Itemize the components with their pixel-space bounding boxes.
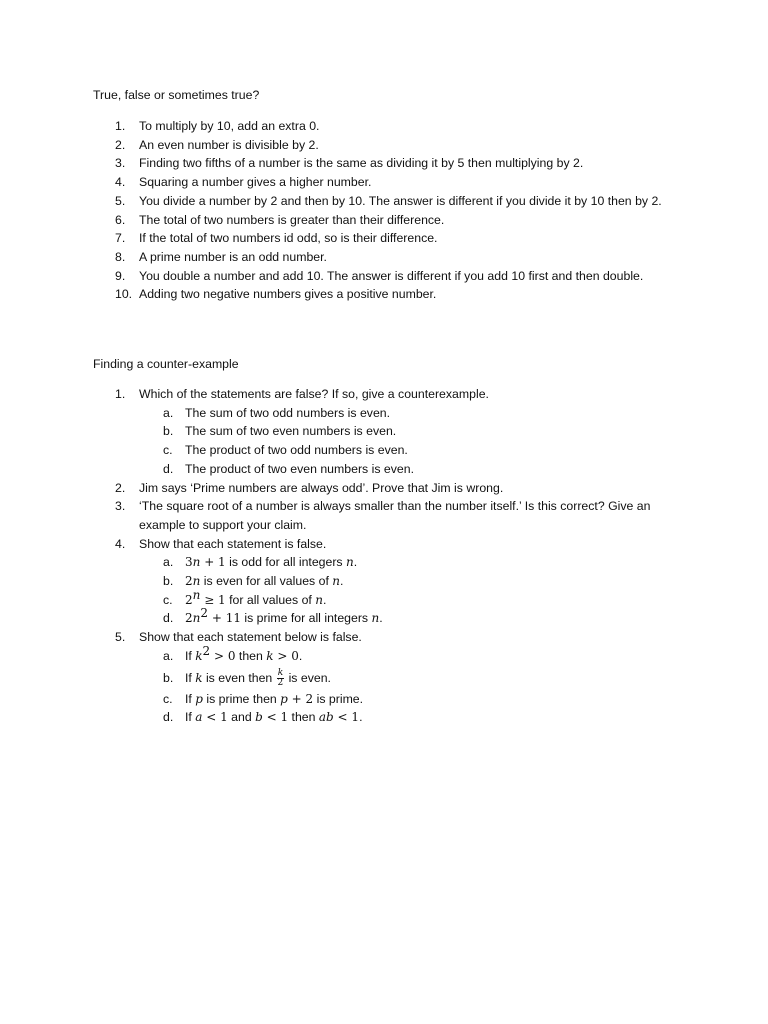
sub-text: then: [235, 648, 267, 663]
math-variable: n: [332, 574, 341, 589]
item-number: 5.: [115, 630, 126, 645]
item-number: 2.: [115, 137, 126, 152]
sub-letter: c.: [163, 443, 173, 458]
sub-item: [139, 441, 683, 460]
sub-text: .: [298, 648, 303, 663]
item-number: 9.: [115, 268, 126, 283]
item-number: 3.: [115, 499, 126, 514]
sub-letter: a.: [163, 648, 174, 663]
item-number: 6.: [115, 212, 126, 227]
item-number: 3.: [115, 156, 126, 171]
question-5: [93, 628, 683, 727]
math-variable: b: [255, 710, 263, 725]
math-variable: p: [195, 691, 203, 706]
question-3: [93, 497, 683, 534]
sub-text: is even.: [285, 670, 331, 685]
sub-text: .: [353, 555, 358, 570]
math-term: < 1: [262, 710, 289, 725]
item-text: You divide a number by 2 and then by 10. The answer is different if you divide it by 10 then by 2.: [139, 193, 662, 208]
math-variable: p: [280, 691, 288, 706]
question-5-parts: [139, 643, 683, 727]
sub-item: [139, 666, 683, 690]
math-term: < 1: [202, 710, 228, 725]
item-number: 4.: [115, 536, 126, 551]
item-number: 4.: [115, 175, 126, 190]
sub-letter: d.: [163, 461, 174, 476]
list-item: [93, 173, 683, 192]
math-variable: ab: [318, 710, 334, 725]
question-4-parts: [139, 553, 683, 628]
sub-text: for all values of: [225, 592, 316, 607]
sub-item: [139, 422, 683, 441]
list-item: [93, 211, 683, 230]
sub-letter: a.: [163, 405, 174, 420]
math-term: 2: [185, 611, 193, 626]
list-item: [93, 192, 683, 211]
question-text: ‘The square root of a number is always smaller than the number itself.’ Is this correct? Give an example to support your claim.: [139, 499, 651, 532]
sub-item: [139, 690, 683, 709]
math-term: < 1: [333, 710, 360, 725]
sub-letter: c.: [163, 691, 173, 706]
item-number: 1.: [115, 119, 126, 133]
math-term: ≥ 1: [200, 592, 226, 607]
math-variable: n: [192, 611, 201, 626]
math-term: > 0: [273, 648, 299, 663]
item-text: Squaring a number gives a higher number.: [139, 175, 372, 190]
sub-text: If: [185, 710, 196, 725]
sub-text: is prime for all integers: [240, 611, 372, 626]
sub-text: is even then: [202, 670, 276, 685]
sub-item: [139, 404, 683, 423]
question-text: Show that each statement is false.: [139, 536, 327, 551]
math-term: 3: [185, 555, 193, 570]
item-number: 8.: [115, 249, 126, 264]
math-fraction: [277, 669, 284, 688]
list-item: [93, 136, 683, 155]
counter-example-list: [93, 385, 683, 727]
fraction-numerator: k: [277, 667, 284, 678]
math-exponent: 2: [202, 643, 211, 658]
sub-text: If: [185, 691, 196, 706]
math-variable: n: [371, 611, 380, 626]
section-heading-counter-example: Finding a counter-example: [93, 357, 239, 371]
list-item: [93, 285, 683, 304]
sub-item: [139, 572, 683, 591]
math-variable: n: [192, 574, 201, 589]
math-variable: n: [346, 555, 354, 570]
item-number: 7.: [115, 231, 126, 246]
question-2: [93, 479, 683, 498]
sub-item: [139, 587, 683, 610]
list-item: [93, 248, 683, 267]
sub-letter: c.: [163, 592, 173, 607]
math-term: + 1: [200, 555, 226, 570]
item-text: Finding two fifths of a number is the same as dividing it by 5 then multiplying by 2.: [139, 156, 584, 171]
question-text: Show that each statement below is false.: [139, 630, 362, 645]
sub-text: The sum of two even numbers is even.: [185, 424, 397, 439]
item-text: The total of two numbers is greater than their difference.: [139, 212, 445, 227]
sub-text: then: [288, 710, 319, 725]
math-exponent: n: [192, 587, 201, 602]
sub-text: is odd for all integers: [225, 555, 347, 570]
item-text: To multiply by 10, add an extra 0.: [139, 119, 320, 133]
sub-text: is even for all values of: [200, 574, 333, 589]
true-false-list: [93, 117, 683, 304]
sub-text: .: [379, 611, 383, 626]
sub-text: The product of two even numbers is even.: [185, 461, 414, 476]
math-variable: k: [266, 648, 274, 663]
math-term: 2: [185, 592, 193, 607]
math-exponent: 2: [200, 606, 209, 621]
sub-letter: d.: [163, 710, 174, 725]
math-variable: k: [195, 670, 203, 685]
sub-text: If: [185, 670, 196, 685]
sub-item: [139, 606, 683, 628]
sub-item: [139, 643, 683, 666]
section-heading-true-false: True, false or sometimes true?: [93, 88, 260, 102]
math-variable: n: [192, 555, 201, 570]
list-item: [93, 267, 683, 286]
sub-text: and: [227, 710, 256, 725]
sub-letter: b.: [163, 670, 174, 685]
sub-text: .: [322, 592, 327, 607]
item-number: 1.: [115, 387, 126, 401]
question-text: Which of the statements are false? If so, give a counterexample.: [139, 387, 489, 401]
math-variable: a: [195, 710, 203, 725]
item-number: 5.: [115, 193, 126, 208]
list-item: [93, 229, 683, 248]
sub-letter: b.: [163, 574, 174, 589]
sub-item: [139, 708, 683, 727]
sub-letter: b.: [163, 424, 174, 439]
item-text: Adding two negative numbers gives a positive number.: [139, 287, 437, 302]
sub-text: The product of two odd numbers is even.: [185, 443, 408, 458]
sub-letter: d.: [163, 611, 174, 626]
math-term: > 0: [210, 648, 236, 663]
list-item: [93, 117, 683, 136]
sub-item: [139, 553, 683, 572]
question-text: Jim says ‘Prime numbers are always odd’. Prove that Jim is wrong.: [139, 480, 504, 495]
math-term: + 11: [208, 611, 241, 626]
sub-text: is prime then: [202, 691, 281, 706]
sub-text: If: [185, 648, 196, 663]
item-text: You double a number and add 10. The answer is different if you add 10 first and then double.: [139, 268, 644, 283]
question-1: [93, 385, 683, 479]
sub-text: .: [340, 574, 344, 589]
math-term: 2: [185, 574, 193, 589]
item-text: A prime number is an odd number.: [139, 249, 327, 264]
question-4: [93, 535, 683, 629]
math-variable: n: [315, 592, 323, 607]
sub-text: The sum of two odd numbers is even.: [185, 405, 391, 420]
item-text: If the total of two numbers id odd, so is their difference.: [139, 231, 438, 246]
math-variable: k: [195, 648, 203, 663]
sub-item: [139, 460, 683, 479]
item-number: 10.: [115, 287, 133, 302]
item-number: 2.: [115, 480, 126, 495]
sub-text: is prime.: [313, 691, 364, 706]
sub-text: .: [359, 710, 363, 725]
fraction-denominator: 2: [277, 677, 284, 688]
list-item: [93, 154, 683, 173]
item-text: An even number is divisible by 2.: [139, 137, 319, 152]
math-term: + 2: [287, 691, 314, 706]
question-1-parts: [139, 404, 683, 479]
sub-letter: a.: [163, 555, 174, 570]
